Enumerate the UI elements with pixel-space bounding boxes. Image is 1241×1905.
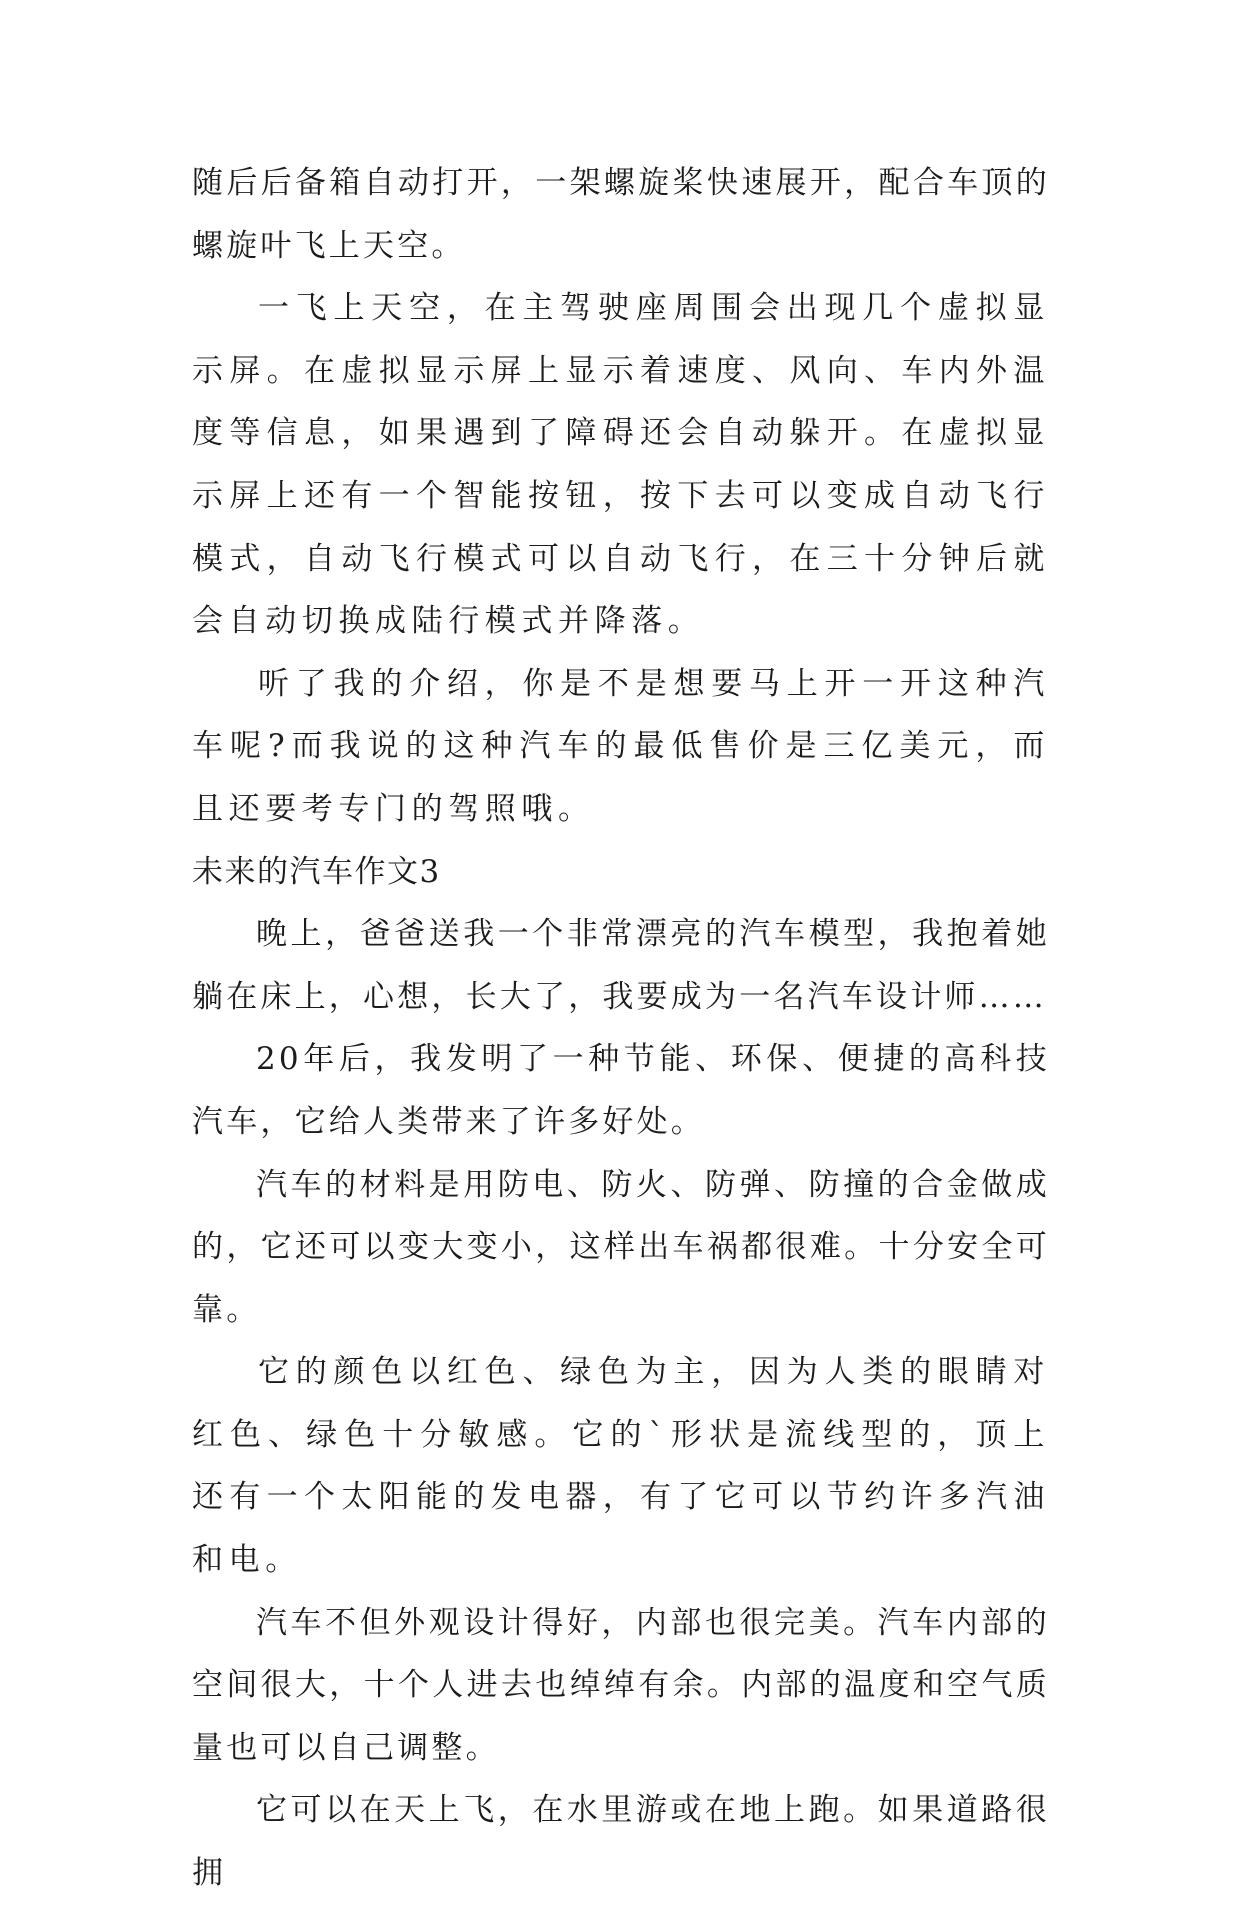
paragraph-4: 晚上，爸爸送我一个非常漂亮的汽车模型，我抱着她躺在床上，心想，长大了，我要成为一名汽车设计师…… xyxy=(192,916,1050,1015)
paragraph-6: 汽车的材料是用防电、防火、防弹、防撞的合金做成的，它还可以变大变小，这样出车祸都很难。十分安全可靠。 xyxy=(192,1166,1050,1328)
paragraph-5: 20年后，我发明了一种节能、环保、便捷的高科技汽车，它给人类带来了许多好处。 xyxy=(192,1041,1050,1140)
paragraph-1: 随后后备箱自动打开，一架螺旋桨快速展开，配合车顶的螺旋叶飞上天空。 xyxy=(192,165,1050,264)
paragraph-8: 汽车不但外观设计得好，内部也很完美。汽车内部的空间很大，十个人进去也绰绰有余。内部的温度和空气质量也可以自己调整。 xyxy=(192,1604,1050,1766)
essay-body xyxy=(192,152,1050,1905)
section-heading: 未来的汽车作文3 xyxy=(192,853,441,890)
paragraph-9: 它可以在天上飞，在水里游或在地上跑。如果道路很拥 xyxy=(192,1792,1050,1892)
paragraph-3: 听了我的介绍，你是不是想要马上开一开这种汽车呢?而我说的这种汽车的最低售价是三亿美元，而且还要考专门的驾照哦。 xyxy=(192,665,1050,827)
paragraph-2: 一飞上天空，在主驾驶座周围会出现几个虚拟显示屏。在虚拟显示屏上显示着速度、风向、车内外温度等信息，如果遇到了障碍还会自动躲开。在虚拟显示屏上还有一个智能按钮，按下去可以变成自动飞行模式，自动飞行模式可以自动飞行，在三十分钟后就会自动切换成陆行模式并降落。 xyxy=(192,290,1050,640)
paragraph-7: 它的颜色以红色、绿色为主，因为人类的眼睛对红色、绿色十分敏感。它的`形状是流线型的，顶上还有一个太阳能的发电器，有了它可以节约许多汽油和电。 xyxy=(192,1354,1050,1579)
